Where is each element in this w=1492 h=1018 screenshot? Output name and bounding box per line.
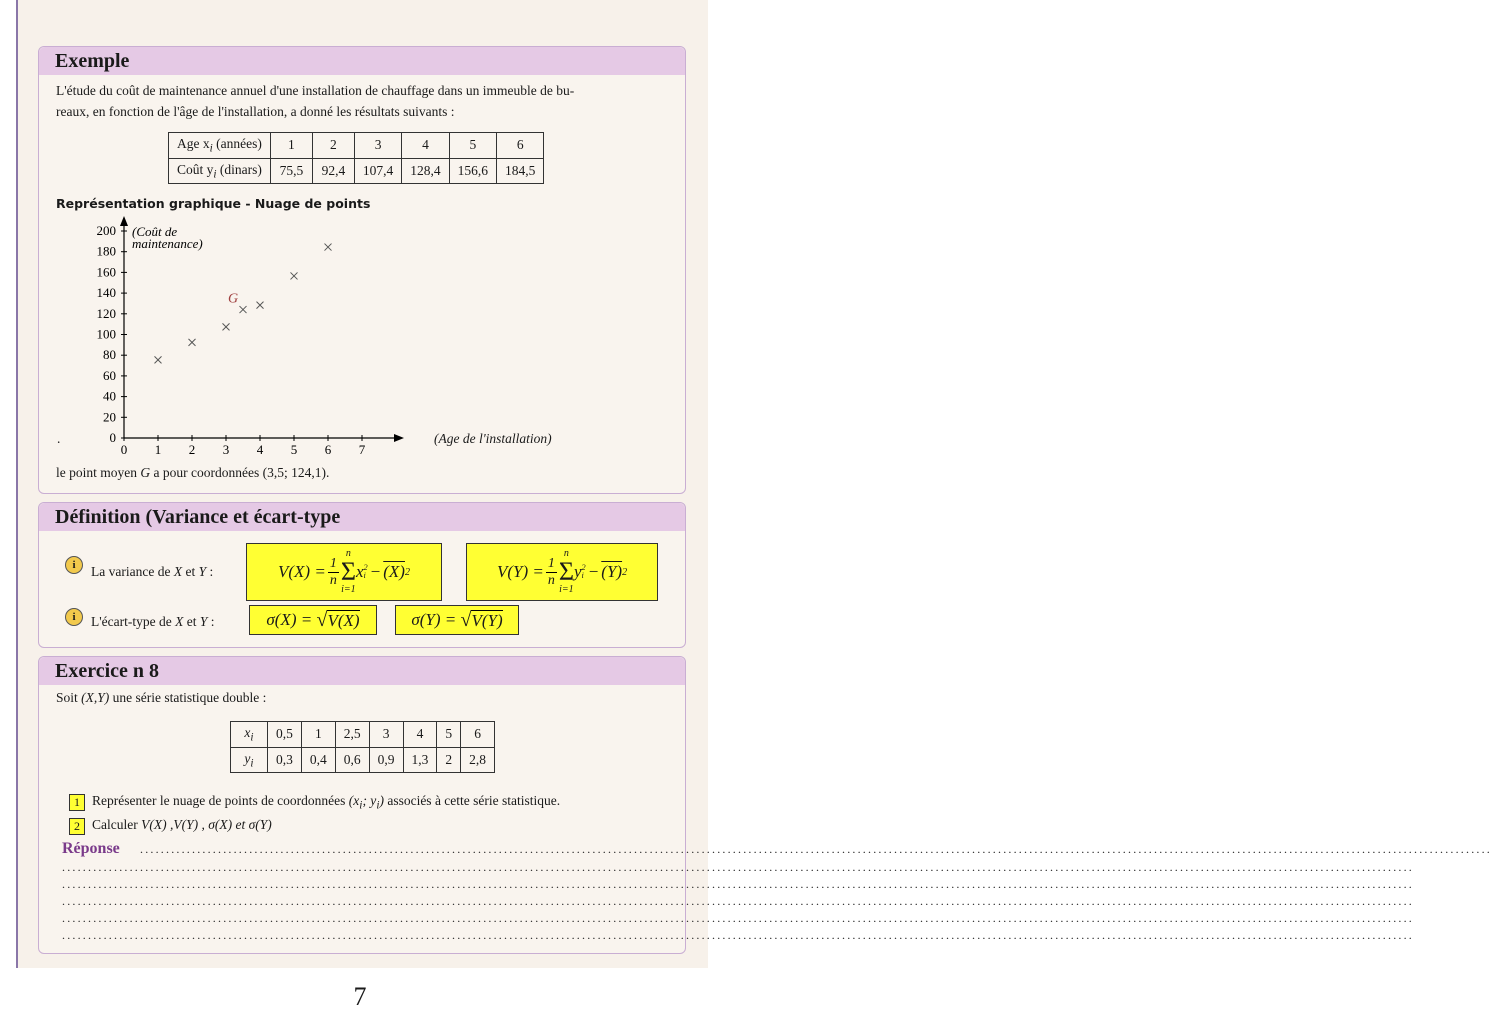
y-tick-label: 140 (96, 285, 116, 301)
chart-points (155, 244, 332, 364)
y-cell: 0,9 (369, 747, 403, 773)
x-tick-label: 5 (290, 442, 298, 457)
data-point (223, 323, 230, 330)
y-cell: 2,8 (461, 747, 495, 773)
y-tick-label: 20 (103, 409, 116, 425)
age-cell: 3 (354, 133, 401, 159)
stddev-x-formula: σ(X) = √ V(X) (249, 605, 377, 635)
cost-cell: 92,4 (312, 158, 354, 184)
x-cell: 3 (369, 722, 403, 748)
y-axis-arrow (120, 216, 128, 226)
definition-title: Définition (Variance et écart-type (39, 503, 685, 531)
x-cell: 4 (403, 722, 437, 748)
mean-point (240, 306, 247, 313)
cost-cell: 75,5 (270, 158, 312, 184)
x-tick-label: 6 (324, 442, 332, 457)
table-row (169, 133, 544, 159)
cost-cell: 156,6 (449, 158, 496, 184)
y-tick-label: 200 (96, 223, 116, 238)
answer-label: Réponse (62, 840, 120, 857)
example-intro (56, 80, 668, 122)
y-cell: 0,4 (301, 747, 335, 773)
y-row-header: $y_i$ (231, 747, 268, 773)
mean-point-label: G (228, 291, 239, 307)
y-cell: 0,6 (335, 747, 369, 773)
y-cell: 1,3 (403, 747, 437, 773)
data-point (291, 272, 298, 279)
answer-dotted-line[interactable]: .................................................................................................................................................................................................................................................................... (62, 911, 1414, 925)
y-tick-label: 60 (103, 367, 116, 383)
exercise-intro: Soit (X,Y) une série statistique double : (56, 690, 267, 705)
age-cell: 6 (497, 133, 544, 159)
info-bulb-icon: i (65, 556, 83, 574)
age-cell: 2 (312, 133, 354, 159)
x-cell: 6 (461, 722, 495, 748)
chart-ticks (97, 223, 366, 457)
y-tick-label: 40 (103, 388, 116, 404)
variance-label: La variance de X et Y : (91, 564, 214, 579)
x-cell: 2,5 (335, 722, 369, 748)
y-tick-label: 80 (103, 347, 116, 363)
example-intro-line2: reaux, en fonction de l'âge de l'installation, a donné les résultats suivants : (56, 104, 455, 119)
page-number: 7 (353, 982, 367, 1011)
y-cell: 0,3 (268, 747, 302, 773)
stddev-label: L'écart-type de X et Y : (91, 614, 215, 629)
data-point (257, 302, 264, 309)
table-row (231, 722, 495, 748)
table-row (231, 747, 495, 773)
y-tick-label: 0 (109, 430, 116, 445)
stddev-y-formula: σ(Y) = √ V(Y) (395, 605, 519, 635)
age-cell: 1 (270, 133, 312, 159)
x-tick-label: 3 (222, 442, 230, 457)
x-row-header: $x_i$ (231, 722, 268, 748)
answer-dotted-line[interactable]: .................................................................................................................................................................................................................................................................... (140, 842, 1492, 856)
x-tick-label: 1 (154, 442, 162, 457)
exercise-title: Exercice n 8 (39, 657, 685, 685)
cost-cell: 107,4 (354, 158, 401, 184)
x-tick-label: 2 (188, 442, 196, 457)
data-point (189, 339, 196, 346)
x-tick-label: 0 (120, 442, 128, 457)
answer-dotted-line[interactable]: .................................................................................................................................................................................................................................................................... (62, 860, 1414, 874)
x-axis-label: (Age de l'installation) (434, 431, 552, 446)
y-tick-label: 180 (96, 243, 116, 259)
exercise-data-table (230, 721, 495, 773)
x-cell: 1 (301, 722, 335, 748)
mean-point-sentence: le point moyen G a pour coordonnées (3,5; 124,1). (56, 465, 330, 480)
data-point (155, 356, 162, 363)
x-cell: 0,5 (268, 722, 302, 748)
answer-dotted-line[interactable]: .................................................................................................................................................................................................................................................................... (62, 928, 1414, 942)
y-axis-label-line2: maintenance) (132, 236, 203, 251)
row-header-age: Age $x_i$ (années) (169, 133, 271, 159)
graph-heading: Représentation graphique - Nuage de points (56, 196, 371, 211)
x-tick-label: 4 (256, 442, 264, 457)
data-point (325, 244, 332, 251)
scatter-chart (60, 218, 480, 458)
question-number-2: 2 (69, 818, 85, 835)
example-intro-line1: L'étude du coût de maintenance annuel d'une installation de chauffage dans un immeuble de bu- (56, 83, 575, 98)
age-cell: 4 (402, 133, 449, 159)
answer-dotted-line[interactable]: .................................................................................................................................................................................................................................................................... (62, 877, 1414, 891)
example-data-table (168, 132, 544, 184)
variance-x-formula: V(X) = $\frac{1}{n}$ n Σ i=1 x 2 i − (X) 2 (246, 543, 442, 601)
y-axis-label-line1: (Coût de (132, 224, 178, 239)
question-number-1: 1 (69, 794, 85, 811)
answer-dotted-line[interactable]: .................................................................................................................................................................................................................................................................... (62, 894, 1414, 908)
table-row (169, 158, 544, 184)
y-tick-label: 160 (96, 264, 116, 280)
cost-cell: 184,5 (497, 158, 544, 184)
stray-dot: . (57, 431, 61, 446)
cost-cell: 128,4 (402, 158, 449, 184)
info-bulb-icon: i (65, 608, 83, 626)
age-cell: 5 (449, 133, 496, 159)
y-cell: 2 (437, 747, 461, 773)
example-title: Exemple (39, 47, 685, 75)
x-axis-arrow (394, 434, 404, 442)
question-2: Calculer V(X) ,V(Y) , σ(X) et σ(Y) (92, 817, 272, 832)
x-cell: 5 (437, 722, 461, 748)
y-tick-label: 100 (96, 326, 116, 342)
y-tick-label: 120 (96, 305, 116, 321)
question-1: Représenter le nuage de points de coordonnées ($x_i$; $y_i$) associés à cette série statistique. (92, 793, 561, 812)
x-tick-label: 7 (358, 442, 366, 457)
variance-y-formula: V(Y) = $\frac{1}{n}$ n Σ i=1 y 2 i − (Y) 2 (466, 543, 658, 601)
row-header-cost: Coût $y_i$ (dinars) (169, 158, 271, 184)
